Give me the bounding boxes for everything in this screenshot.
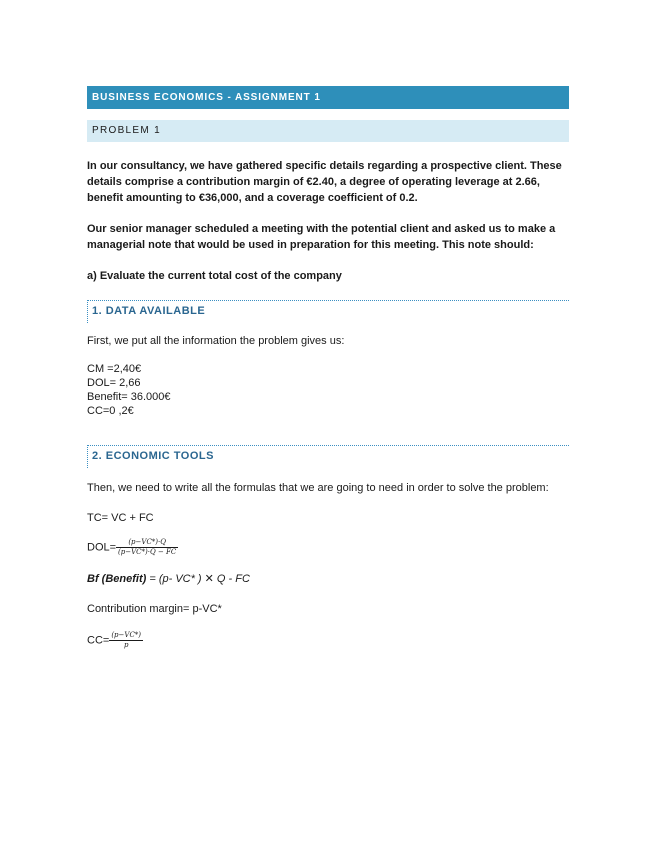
data-item-cc: CC=0 ,2€ (87, 405, 134, 417)
cc-label: CC= (87, 634, 110, 647)
problem-label-banner: PROBLEM 1 (87, 120, 569, 142)
task-a: a) Evaluate the current total cost of the company (87, 270, 342, 282)
section-data-available-heading: 1. DATA AVAILABLE (87, 300, 569, 323)
dol-denominator: (p−VC*)·Q − FC (118, 548, 177, 556)
dol-numerator: (p−VC*)·Q (116, 538, 178, 548)
dol-fraction (116, 538, 178, 557)
section2-lead: Then, we need to write all the formulas that we are going to need in order to solve the problem: (87, 482, 549, 494)
cc-fraction (109, 631, 143, 650)
formula-contribution-margin: Contribution margin= p-VC* (87, 603, 222, 615)
cc-denominator: p (123, 641, 129, 649)
cc-numerator: (p−VC*) (111, 631, 142, 639)
data-item-benefit: Benefit= 36.000€ (87, 391, 171, 403)
formula-total-cost: TC= VC + FC (87, 512, 154, 524)
intro-paragraph-1: In our consultancy, we have gathered specific details regarding a prospective client. These details comprise a contribution margin of €2.40, a degree of operating leverage at 2.66, benefit amounting to €36,000, and a coverage coefficient of 0.2. (87, 160, 562, 204)
data-item-dol: DOL= 2,66 (87, 377, 141, 389)
assignment-title-banner: BUSINESS ECONOMICS - ASSIGNMENT 1 (87, 86, 569, 109)
formula-cc (87, 631, 569, 650)
data-list (87, 362, 569, 418)
benefit-label: Bf (Benefit) (87, 573, 147, 585)
data-item-cm: CM =2,40€ (87, 363, 142, 375)
dol-label: DOL= (87, 541, 117, 554)
intro-paragraph-2: Our senior manager scheduled a meeting with the potential client and asked us to make a managerial note that would be used in preparation for this meeting. This note should: (87, 223, 556, 251)
section1-lead: First, we put all the information the problem gives us: (87, 335, 345, 347)
formula-dol (87, 538, 569, 557)
formula-benefit (87, 571, 569, 587)
benefit-equation: = (p- VC* ) ✕ Q - FC (146, 573, 250, 585)
section-economic-tools-heading: 2. ECONOMIC TOOLS (87, 445, 569, 468)
document-page (87, 86, 569, 650)
